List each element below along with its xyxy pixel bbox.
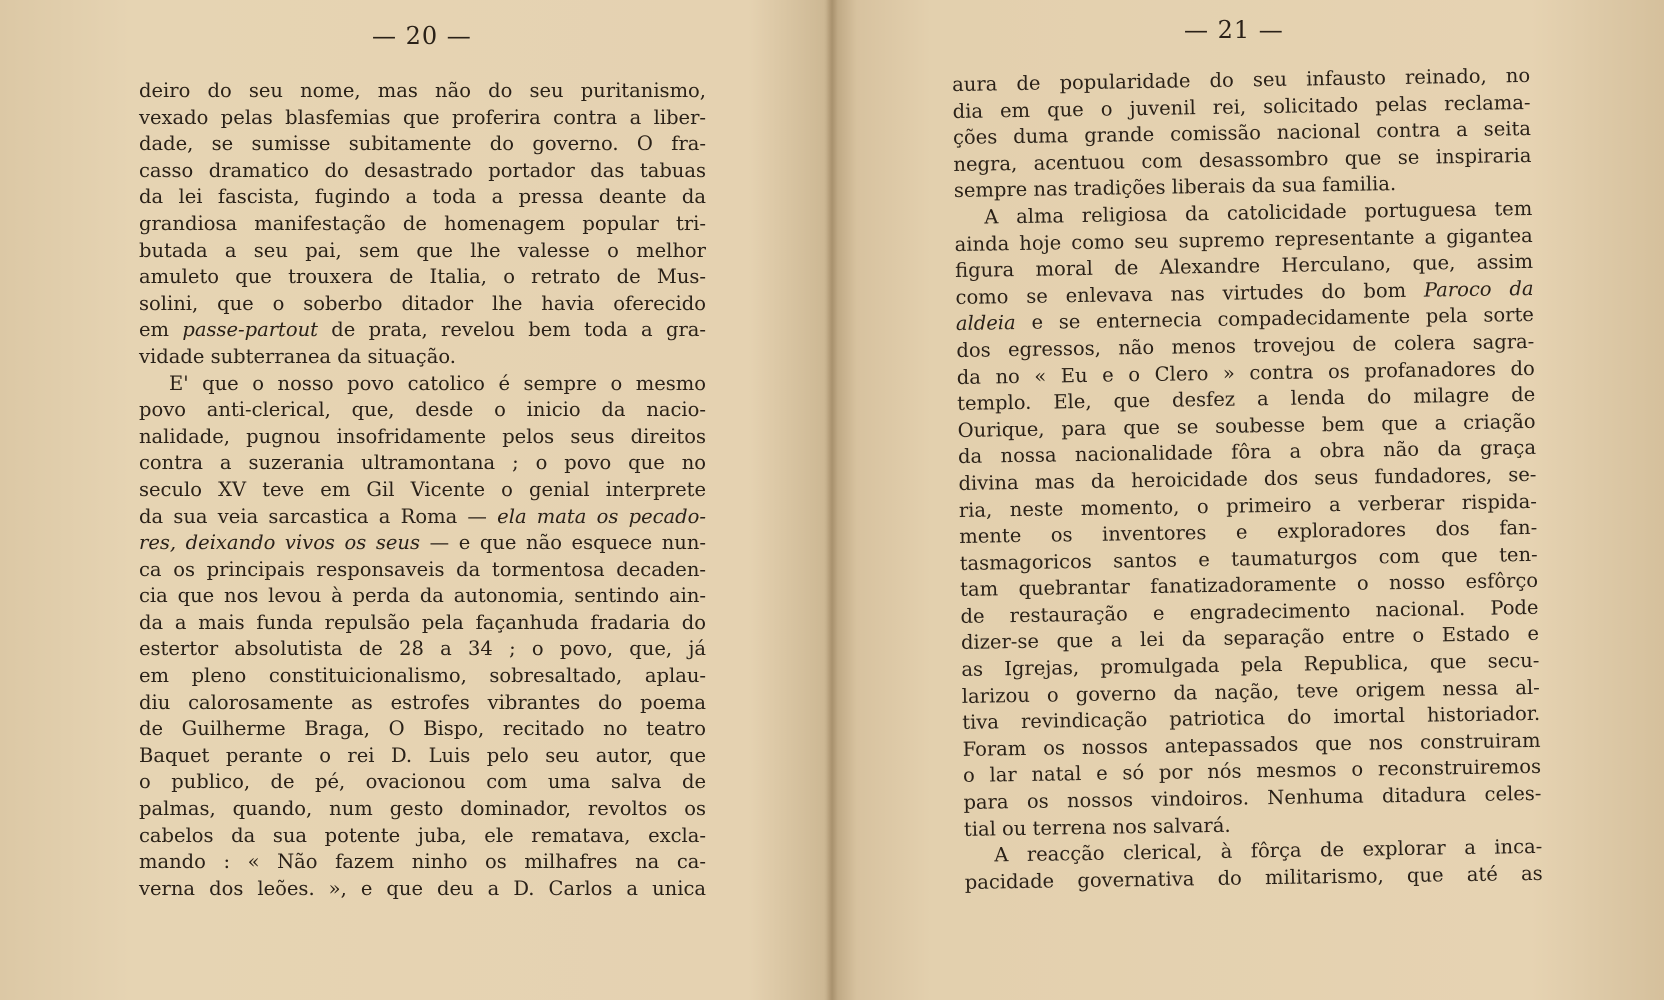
text-span: e se enternecia compadecidamente pela sorte	[1015, 303, 1535, 335]
text-span: — e que não esquece nun-	[420, 531, 707, 555]
text-line: contra a suzerania ultramontana ; o povo que no	[139, 451, 706, 475]
text-line: cia que nos levou à perda da autonomia, sentindo ain-	[139, 584, 706, 608]
text-line: dos egressos, não menos trovejou de colera sagra-	[956, 329, 1535, 362]
text-line: em pleno constituicionalismo, sobresaltado, aplau-	[139, 664, 706, 688]
text-line: pacidade governativa do militarismo, que até as	[964, 861, 1543, 894]
text-line: vidade subterranea da situação.	[139, 344, 456, 368]
text-line: larizou o governo da nação, teve origem nessa al-	[961, 675, 1540, 708]
text-span: em	[139, 318, 183, 342]
left-page	[0, 0, 826, 1000]
text-line: A reacção clerical, à fôrça de explorar a inca-	[994, 835, 1543, 867]
text-line: grandiosa manifestação de homenagem popular tri-	[139, 211, 706, 235]
text-line: divina mas da heroicidade dos seus fundadores, se-	[958, 462, 1537, 495]
text-line: E' que o nosso povo catolico é sempre o mesmo	[169, 371, 706, 395]
text-span: de prata, revelou bem toda a gra-	[318, 318, 706, 342]
text-line: tiva revindicação patriotica do imortal historiador.	[962, 702, 1541, 735]
text-line: Baquet perante o rei D. Luis pelo seu autor, que	[139, 743, 706, 767]
page-number: — 21 —	[1184, 16, 1284, 44]
text-line: da a mais funda repulsão pela façanhuda fradaria do	[139, 610, 706, 634]
text-line: cabelos da sua potente juba, ele rematava, excla-	[139, 823, 706, 847]
text-line: da lei fascista, fugindo a toda a pressa deante da	[139, 185, 706, 209]
text-line: diu calorosamente as estrofes vibrantes do poema	[139, 690, 706, 714]
text-line: verna dos leões. », e que deu a D. Carlos a unica	[139, 876, 706, 900]
text-line: Ourique, para que se soubesse bem que a criação	[957, 409, 1536, 442]
text-line: povo anti-clerical, que, desde o inicio da nacio-	[139, 398, 706, 422]
text-line: tam quebrantar fanatizadoramente o nosso esfôrço	[959, 569, 1539, 602]
right-page	[838, 0, 1664, 1000]
text-line: o publico, de pé, ovacionou com uma salva de	[139, 770, 706, 794]
text-line: dade, se sumisse subitamente do governo. O fra-	[139, 132, 706, 156]
text-line: tial ou terrena nos salvará.	[963, 813, 1231, 841]
text-line: da nossa nacionalidade fôra a obra não da graça	[957, 436, 1537, 469]
text-line: vexado pelas blasfemias que proferira contra a liber-	[139, 105, 706, 129]
text-line: Foram os nossos antepassados que nos construiram	[962, 728, 1541, 761]
text-line: palmas, quando, num gesto dominador, revoltos os	[139, 797, 706, 821]
text-line	[139, 317, 706, 344]
page-text	[952, 63, 1543, 896]
text-line: de Guilherme Braga, O Bispo, recitado no teatro	[139, 717, 706, 741]
text-line: da no « Eu e o Clero » contra os profanadores do	[956, 356, 1535, 389]
text-line: butada a seu pai, sem que lhe valesse o melhor	[139, 238, 706, 262]
text-line: sempre nas tradições liberais da sua familia.	[953, 172, 1397, 203]
text-line: nalidade, pugnou insofridamente pelos seus direitos	[139, 424, 706, 448]
text-line: estertor absolutista de 28 a 34 ; o povo, que, já	[139, 637, 706, 661]
text-line: seculo XV teve em Gil Vicente o genial interprete	[139, 477, 706, 501]
text-line: ca os principais responsaveis da tormentosa decaden-	[139, 557, 706, 581]
text-line: deiro do seu nome, mas não do seu puritanismo,	[139, 79, 706, 102]
italic-text: Paroco da	[1423, 276, 1534, 302]
text-line: A alma religiosa da catolicidade portuguesa tem	[984, 196, 1533, 229]
text-line: figura moral de Alexandre Herculano, que, assim	[954, 250, 1534, 283]
italic-text: ela mata os pecado-	[497, 504, 706, 528]
text-line: solini, que o soberbo ditador lhe havia oferecido	[139, 291, 706, 315]
text-line: de restauração e engradecimento nacional. Pode	[960, 595, 1539, 628]
text-line: as Igrejas, promulgada pela Republica, que secu-	[961, 648, 1540, 681]
text-line: casso dramatico do desastrado portador das tabuas	[139, 158, 706, 182]
text-line: ções duma grande comissão nacional contra a seita	[952, 117, 1532, 150]
text-line: negra, acentuou com desassombro que se inspiraria	[953, 143, 1532, 176]
text-line: aura de popularidade do seu infausto reinado, no	[952, 63, 1531, 96]
text-line: mente os inventores e exploradores dos fan-	[959, 515, 1538, 549]
text-line: tasmagoricos santos e taumaturgos com que ten-	[959, 542, 1538, 575]
text-line: ria, neste momento, o primeiro a verberar rispida-	[958, 489, 1537, 522]
text-line	[139, 504, 706, 531]
italic-text: passe-partout	[182, 318, 318, 342]
italic-text: aldeia	[955, 311, 1016, 336]
text-line: para os nossos vindoiros. Nenhuma ditadura celes-	[963, 781, 1542, 814]
page-number: — 20 —	[372, 22, 472, 50]
text-line: templo. Ele, que desfez a lenda do milagre de	[957, 383, 1536, 416]
text-span: da sua veia sarcastica a Roma —	[139, 504, 498, 528]
text-line: ainda hoje como seu supremo representante a gigantea	[954, 223, 1533, 256]
text-span: como se enlevava nas virtudes do bom	[955, 278, 1425, 309]
text-line: dizer-se que a lei da separação entre o Estado e	[960, 622, 1540, 655]
italic-text: res, deixando vivos os seus	[139, 531, 421, 555]
text-line: mando : « Não fazem ninho os milhafres na ca-	[139, 850, 706, 874]
text-line	[139, 530, 706, 557]
text-line: dia em que o juvenil rei, solicitado pelas reclama-	[952, 90, 1531, 123]
book-gutter	[826, 0, 838, 1000]
text-line: o lar natal e só por nós mesmos o reconstruiremos	[962, 755, 1542, 788]
text-line: amuleto que trouxera de Italia, o retrato de Mus-	[139, 265, 706, 289]
page-text	[139, 78, 706, 902]
